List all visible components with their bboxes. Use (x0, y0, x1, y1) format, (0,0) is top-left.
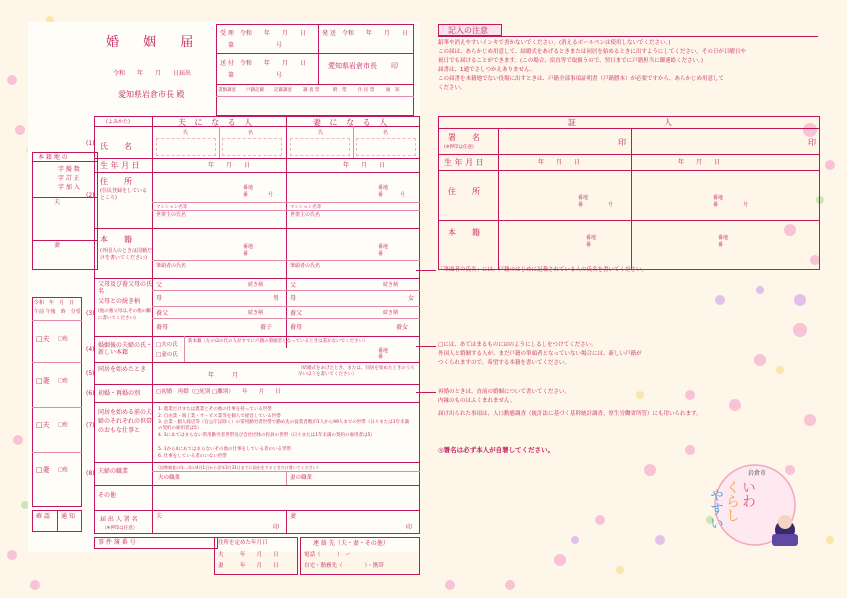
note-sign: ◎署名は必ず本人が自署してください。 (438, 446, 555, 454)
case-number-label: 事 件 簿 番 号 (98, 539, 136, 546)
job-item-4[interactable]: 4. 3にあてはまらない常用勤労者世帯及び会社団体の役員の世帯（日々または1年未満の契約の雇用者は5） (158, 433, 375, 438)
check-item-3: 調 査 票 (303, 88, 320, 93)
witness2-go: 号 (743, 202, 749, 208)
occupation-note: （国勢調査の年…年の4月1日から翌年3月31日までに届出をするときだけ書いてください） (156, 465, 321, 470)
note-line-3: 祝日でも届けることができます。(この場合、宿直等で取扱うので、翌日までに戸籍担当に御連絡ください。) (438, 58, 703, 64)
logo-text-2: くらし (724, 480, 740, 522)
witness-name-label: 署 名 (448, 133, 480, 142)
husband-birth[interactable]: 年 月 日 (208, 162, 251, 169)
wife-hittousha: 筆頭者の氏名 (290, 263, 321, 269)
log-other-3[interactable]: □他 (58, 422, 68, 428)
cohabit-label: 同居を始めたとき (98, 366, 147, 373)
note-remarry-2: 内縁のものはふくまれません。 (438, 398, 516, 404)
side-box-item-0: 字 擬 数 (58, 166, 80, 173)
job-item-6[interactable]: 6. 仕事をしている者のいない世帯 (158, 454, 227, 459)
husband-job-label: 夫の職業 (158, 475, 181, 481)
witness-header: 証 人 (568, 118, 676, 127)
address-label: 住 所 (100, 177, 132, 186)
log-time: 午前 午後 時 分受 (34, 309, 81, 315)
husband-yofu-label: 養父 (156, 310, 169, 317)
job-item-1[interactable]: 1. 農業だけまたは農業とその他の仕事を持っている世帯 (158, 407, 272, 412)
wife-honseki-ban: 番 (378, 251, 384, 257)
wife-go: 号 (400, 192, 406, 198)
note-census: 届け出られた事項は、人口動態調査（統計法に基づく基幹統計調査、厚生労働省所管）にも用いられます。 (438, 411, 702, 417)
note-check-3: つくられますので、希望する本籍を書いてください。 (438, 360, 570, 366)
witness1-seal[interactable]: 印 (618, 138, 626, 147)
witness2-honseki-banchi: 番地 (718, 235, 729, 241)
husband-mother-label: 母 (156, 295, 163, 302)
check-item-6: 通 知 (386, 88, 400, 93)
address-note: (住民登録をしているところ) (100, 188, 147, 201)
yomikata-label: (よみかた) (106, 119, 130, 125)
husband-tsuzuki2-label: 続き柄 (248, 310, 264, 316)
occupation-label: 夫婦の職業 (98, 468, 129, 475)
witness2-ban: 番 (713, 202, 719, 208)
husband-banchi: 番地 (243, 185, 254, 191)
check-item-5: 住 民 票 (358, 88, 375, 93)
check-item-1: 戸籍記載 (246, 88, 264, 93)
note-line-2: この届は、あらかじめ用意して、結婚式をあげるときまたは同居を始めるときに出すようにしてください。その日が日曜日や (438, 49, 746, 55)
wife-tsuzuki2-label: 続き柄 (383, 310, 399, 316)
wife-mother-label: 母 (290, 295, 297, 302)
notify-label: 通 知 (61, 513, 75, 520)
other-label: その他 (98, 492, 117, 499)
side-box-title: 本 籍 地 の (38, 154, 68, 161)
job-item-5[interactable]: 5. 1から4にあてはまらないその他の仕事をしている者のいる世帯 (158, 447, 291, 452)
address-date-label: 住所を定めた年月日 (218, 540, 268, 546)
husband-son-label: 男 (273, 295, 280, 302)
mayor-address: 愛知県岩倉市長 殿 (118, 90, 185, 99)
witness-birth-label: 生 年 月 日 (444, 158, 484, 167)
witness1-birth[interactable]: 年 月 日 (538, 159, 581, 166)
address-date-husband[interactable]: 夫 年 月 日 (218, 552, 279, 558)
witness-honseki-label: 本 籍 (448, 228, 480, 237)
note-line-5: この届書を本籍地でない役場に出すときは、戸籍全部事項証明書（戸籍謄本）が必要ですから、あらかじめ用意して (438, 76, 725, 82)
address-date-wife[interactable]: 妻 年 月 日 (218, 563, 279, 569)
log-wife-2[interactable]: □妻 (36, 466, 50, 474)
wife-header: 妻 に な る 人 (313, 118, 391, 127)
receipt-date: 受 理 令和 年 月 日 (220, 30, 306, 37)
receipt-log-box (32, 297, 82, 507)
witness1-ban: 番 (578, 202, 584, 208)
husband-householder: 世帯主の氏名 (156, 212, 187, 218)
honseki-note: (外国人のときは国籍だけを書いてください) (100, 248, 152, 261)
husband-honseki-banchi: 番地 (243, 244, 254, 250)
new-honseki-note: 新本籍（左の☑の氏の人がすでに戸籍の筆頭者となっているときは書かないでください） (188, 339, 368, 344)
wife-yofu-label: 養父 (290, 310, 303, 317)
receipt-number: 第 号 (228, 42, 283, 49)
form-title: 婚 姻 届 (106, 35, 204, 50)
confirm-label: 確 認 (36, 513, 50, 520)
wife-surname-input[interactable] (290, 138, 350, 156)
submission-date[interactable]: 令和 年 月 日届出 (113, 70, 192, 77)
note-line-4: 届書は、1通でさしつかえありません。 (438, 67, 536, 73)
witness-address-label: 住 所 (448, 187, 480, 196)
wife-yobo-label: 養母 (290, 324, 303, 331)
witness-table (438, 116, 820, 270)
job-label: 同居を始める前の夫婦のそれぞれの世帯のおもな仕事と (98, 409, 153, 434)
parents-label: 父母及び養父母の氏名 (98, 281, 153, 295)
signature-husband-seal[interactable]: 印 (273, 524, 280, 531)
log-wife[interactable]: □妻 (36, 377, 50, 385)
husband-yobo-label: 養母 (156, 324, 169, 331)
iwakura-city-logo (700, 460, 820, 550)
notes-title: 記入の注意 (448, 26, 488, 35)
logo-text-3: やすい (708, 488, 724, 530)
witness1-banchi: 番地 (578, 195, 589, 201)
birth-label: 生 年 月 日 (100, 161, 140, 170)
wife-ban: 番 (378, 192, 384, 198)
witness2-honseki-ban: 番 (718, 242, 724, 248)
new-honseki-ban: 番 (378, 354, 384, 360)
wife-tsuzuki-label: 続き柄 (383, 282, 399, 288)
log-other-2[interactable]: □他 (58, 378, 68, 384)
logo-text-1: いわ (740, 480, 756, 508)
contact-type[interactable]: 自宅・勤務先（ ）・携帯 (304, 563, 384, 569)
wife-father-label: 父 (290, 282, 297, 289)
log-other-4[interactable]: □他 (58, 467, 68, 473)
marriage-registration-form: 婚 姻 届 令和 年 月 日届出 愛知県岩倉市長 殿 受 理 令和 年 月 日 第 号 発 送 令和 年 月 日 送 付 令和 年 月 日 第 号 愛知県岩倉市長 印 書類調査 戸籍記載 記載調査 調 査 票 附 票 住 民 票 通 知 本 籍 地 の 字 擬 数 字 訂 正 字 加 入 夫 妻 令和 年 月 日 午前 午後 時 分受 □夫 □他 □妻 □他 □夫 □他 □妻 □他 確 認 通 知 (よみかた) 夫 に な る 人 妻 に な る 人 氏 名 (1) 氏 名 氏 名 生 年 月 日 年 月 日 年 月 日 住 所 (2) (住民登録をしているところ) 番地 番 号 番地 番 号 マンション名等 マンション名等 世帯主の氏名 世帯主の氏名 本 籍 (外国人のときは国籍だけを書いてください) 番地 番 番地 番 筆頭者の氏名 筆頭者の氏名 父母及び養父母の氏名 父母との続き柄 (他の養父母は,その他の欄に書いてください) (3) 父 続き柄 母 男 父 続き柄 母 女 養父 続き柄 養母 養子 養父 続き柄 養母 養女 婚姻後の夫婦の氏・新しい本籍 (4) □夫の氏 □妻の氏 新本籍（左の☑の氏の人がすでに戸籍の筆頭者となっているときは書かないでください） 番地 番 同居を始めたとき (5) 年 月 （結婚式をあげたとき、または、同居を始めたときのうち早いほうを書いてください） 初婚・再婚の別 (6) □初婚 再婚（□死別 □離別） 年 月 日 同居を始める前の夫婦のそれぞれの世帯のおもな仕事と (7) 1. 農業だけまたは農業とその他の仕事を持っている世帯 2. 自由業・商工業・サービス業等を個人で経営している世帯 3. 企業・個人商店等（官公庁は除く）の常用勤労者世帯で勤め先の従業者数が1人から99人までの世帯（日々または1年未満の契約の雇用者は5） 4. 3にあてはまらない常用勤労者世帯及び会社団体の役員の世帯（日々または1年未満の契約の雇用者は5） 5. 1から4にあてはまらないその他の仕事をしている者のいる世帯 6. 仕事をしている者のいない世帯 夫婦の職業 (8) （国勢調査の年…年の4月1日から翌年3月31日までに届出をするときだけ書いてください） 夫の職業 妻の職業 その他 届 出 人 署 名 （※押印は任意） 夫 印 妻 印 事 件 簿 番 号 住所を定めた年月日 夫 年 月 日 妻 年 月 日 連 絡 先（夫・妻・その他） 電話（ ） ー 自宅・勤務先（ ）・携帯 (28, 22, 420, 552)
cohabit-value[interactable]: 年 月 (208, 372, 239, 379)
check-item-0: 書類調査 (218, 88, 236, 93)
side-box-item-2: 字 加 入 (58, 184, 80, 191)
send-date: 発 送 令和 年 月 日 (322, 30, 408, 37)
husband-given-input[interactable] (222, 138, 282, 156)
new-name-label: 婚姻後の夫婦の氏・新しい本籍 (98, 342, 153, 356)
opt-wife-surname[interactable]: □妻の氏 (156, 352, 178, 358)
husband-mansion: マンション名等 (156, 205, 188, 210)
husband-father-label: 父 (156, 282, 163, 289)
log-date: 令和 年 月 日 (34, 300, 75, 306)
log-husband[interactable]: □夫 (36, 335, 50, 343)
name-label: 氏 名 (100, 142, 132, 151)
mayor-seal: 愛知県岩倉市長 印 (328, 62, 398, 70)
wife-birth[interactable]: 年 月 日 (343, 162, 386, 169)
wife-given-input[interactable] (356, 138, 416, 156)
wife-honseki-banchi: 番地 (378, 244, 389, 250)
wife-householder: 世帯主の氏名 (290, 212, 321, 218)
contact-label: 連 絡 先（夫・妻・その他） (313, 540, 389, 547)
honseki-label: 本 籍 (100, 235, 132, 244)
note-check: □には、あてはまるものに☑のようにしるしをつけてください。 (438, 342, 597, 348)
side-box-husband: 夫 (54, 199, 61, 206)
husband-go: 号 (268, 192, 274, 198)
forward-date: 送 付 令和 年 月 日 (220, 60, 306, 67)
note-line-6: ください。 (438, 85, 466, 91)
husband-tsuzuki-label: 続き柄 (248, 282, 264, 288)
signature-wife-seal[interactable]: 印 (406, 524, 413, 531)
job-item-3[interactable]: 3. 企業・個人商店等（官公庁は除く）の常用勤労者世帯で勤め先の従業者数が1人から99人までの世帯（日々または1年未満の契約の雇用者は5） (158, 420, 410, 431)
witness2-seal[interactable]: 印 (808, 138, 816, 147)
witness1-go: 号 (608, 202, 614, 208)
new-honseki-banchi: 番地 (378, 348, 389, 354)
wife-daughter-label: 女 (408, 295, 415, 302)
note-remarry: 再婚のときは、直前の婚姻について書いてください。 (438, 389, 570, 395)
wife-job-label: 妻の職業 (290, 475, 313, 481)
parents-note: (他の養父母は,その他の欄に書いてください) (98, 309, 151, 321)
husband-surname-label: 氏 (183, 130, 189, 136)
husband-given-label: 名 (248, 130, 254, 136)
signature-label: 届 出 人 署 名 (100, 516, 138, 523)
logo-city: 岩倉市 (748, 470, 767, 477)
witness-name-note: (※押印は任意) (444, 145, 474, 150)
parents-rel-label: 父母との続き柄 (98, 298, 141, 305)
contact-phone[interactable]: 電話（ ） ー (304, 552, 351, 558)
witness2-banchi: 番地 (713, 195, 724, 201)
job-item-2[interactable]: 2. 自由業・商工業・サービス業等を個人で経営している世帯 (158, 414, 281, 419)
cohabit-note: （結婚式をあげたとき、または、同居を始めたときのうち早いほうを書いてください） (298, 366, 415, 377)
wife-given-label: 名 (383, 130, 389, 136)
log-husband-2[interactable]: □夫 (36, 421, 50, 429)
check-item-4: 附 票 (333, 88, 347, 93)
wife-mansion: マンション名等 (290, 205, 322, 210)
wife-surname-label: 氏 (318, 130, 324, 136)
note-hittousha: 「筆頭者の氏名」には、戸籍のはじめに記載されている人の氏名を書いてください。 (438, 267, 648, 273)
opt-husband-surname[interactable]: □夫の氏 (156, 342, 178, 348)
husband-honseki-ban: 番 (243, 251, 249, 257)
log-other-1[interactable]: □他 (58, 336, 68, 342)
wife-banchi: 番地 (378, 185, 389, 191)
forward-number: 第 号 (228, 72, 283, 79)
first-re-label: 初婚・再婚の別 (98, 390, 141, 397)
check-item-2: 記載調査 (274, 88, 292, 93)
witness1-honseki-banchi: 番地 (586, 235, 597, 241)
side-box-item-1: 字 訂 正 (58, 175, 80, 182)
note-check-2: 外国人と婚姻する人が、まだ戸籍の筆頭者となっていない場合には、新しい戸籍が (438, 351, 642, 357)
signature-wife-label: 妻 (290, 513, 297, 520)
witness1-honseki-ban: 番 (586, 242, 592, 248)
signature-note: （※押印は任意） (102, 526, 138, 531)
side-box-wife: 妻 (54, 242, 61, 249)
husband-hittousha: 筆頭者の氏名 (156, 263, 187, 269)
husband-header: 夫 に な る 人 (178, 118, 256, 127)
husband-ban: 番 (243, 192, 249, 198)
wife-yojo-label: 養女 (396, 324, 409, 331)
husband-yoshi-label: 養子 (260, 324, 273, 331)
note-line-1: 鉛筆や消えやすいインキで書かないでください。(消えるボールペンは使用しないでください。) (438, 40, 671, 46)
first-re-options[interactable]: □初婚 再婚（□死別 □離別） 年 月 日 (156, 389, 281, 395)
signature-husband-label: 夫 (156, 513, 163, 520)
husband-surname-input[interactable] (156, 138, 216, 156)
witness2-birth[interactable]: 年 月 日 (678, 159, 721, 166)
